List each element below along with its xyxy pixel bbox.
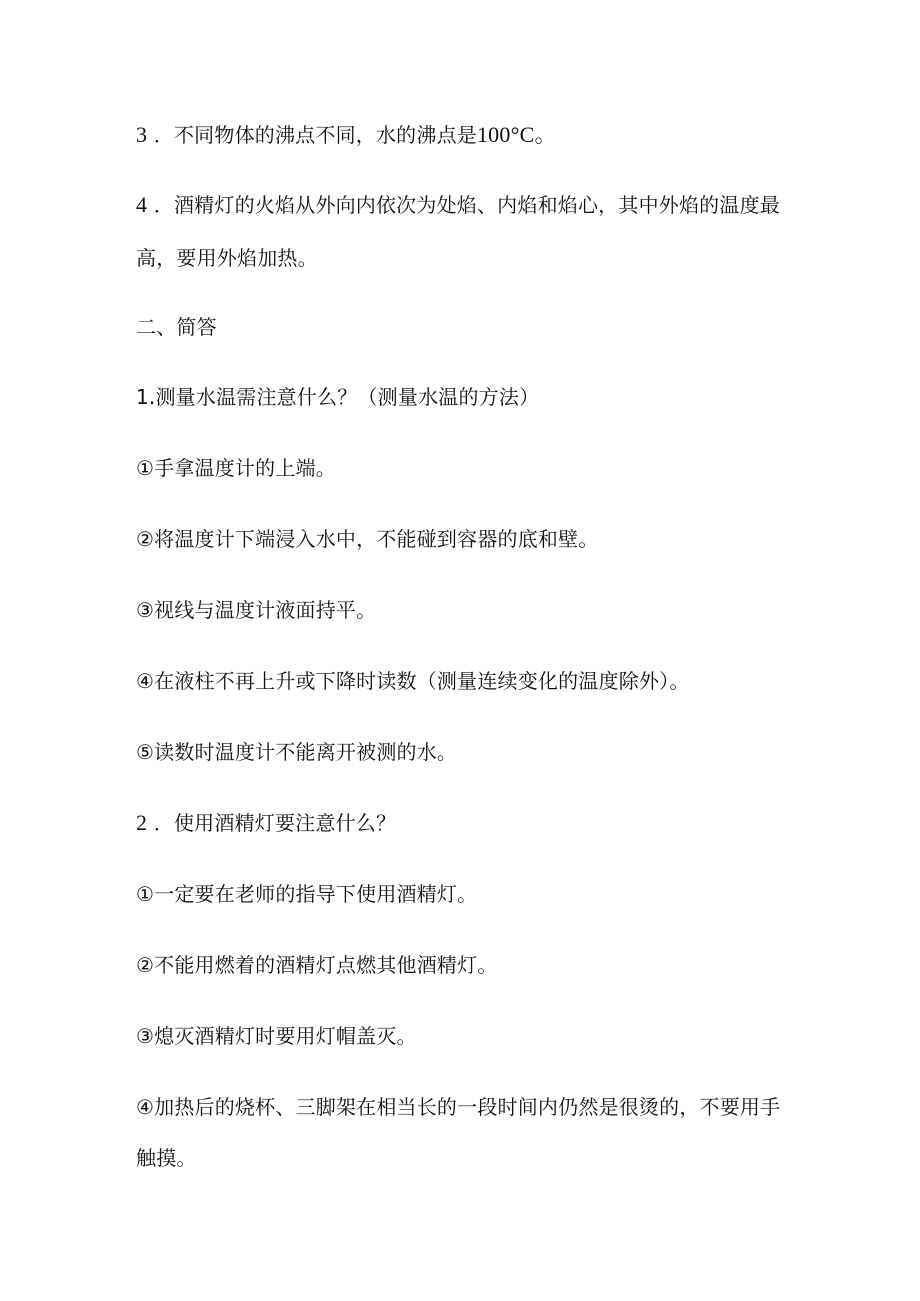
question-2-point-1: ①一定要在老师的指导下使用酒精灯。 [136, 882, 478, 906]
item-number: 3 [136, 122, 148, 147]
fill-item-4-line-1 [136, 190, 780, 220]
boiling-point-value: 100 [476, 122, 511, 147]
fill-item-4-line-2 [136, 243, 318, 273]
question-2-point-4-line-2: 触摸。 [136, 1146, 197, 1170]
question-2-point-4-line-1: ④加热后的烧杯、三脚架在相当长的一段时间内仍然是很烫的，不要用手 [136, 1095, 781, 1119]
question-1-title: 1.测量水温需注意什么？（测量水温的方法） [136, 385, 540, 409]
question-text: ．使用酒精灯要注意什么？ [153, 811, 397, 835]
section-title: 二、简答 [136, 315, 217, 339]
item-text: ．酒精灯的火焰从外向内依次为处焰、内焰和焰心，其中外焰的温度最 [153, 193, 780, 217]
item-text: ．不同物体的沸点不同，水的沸点是 [153, 123, 477, 147]
item-number: 4 [136, 192, 148, 217]
question-1-point-3: ③视线与温度计液面持平。 [136, 598, 377, 622]
question-1-point-5: ⑤读数时温度计不能离开被测的水。 [136, 740, 458, 764]
boiling-point-unit: °C。 [510, 122, 557, 147]
question-number: 2 [136, 810, 148, 835]
question-1-point-1: ①手拿温度计的上端。 [136, 456, 336, 480]
question-2-point-2: ②不能用燃着的酒精灯点燃其他酒精灯。 [136, 953, 498, 977]
fill-item-3 [136, 120, 557, 150]
question-2-title [136, 808, 396, 838]
item-text: 高，要用外焰加热。 [136, 246, 318, 270]
question-1-point-2: ②将温度计下端浸入水中，不能碰到容器的底和壁。 [136, 527, 599, 551]
question-2-point-3: ③熄灭酒精灯时要用灯帽盖灭。 [136, 1024, 417, 1048]
question-1-point-4: ④在液柱不再上升或下降时读数（测量连续变化的温度除外）。 [136, 669, 690, 693]
